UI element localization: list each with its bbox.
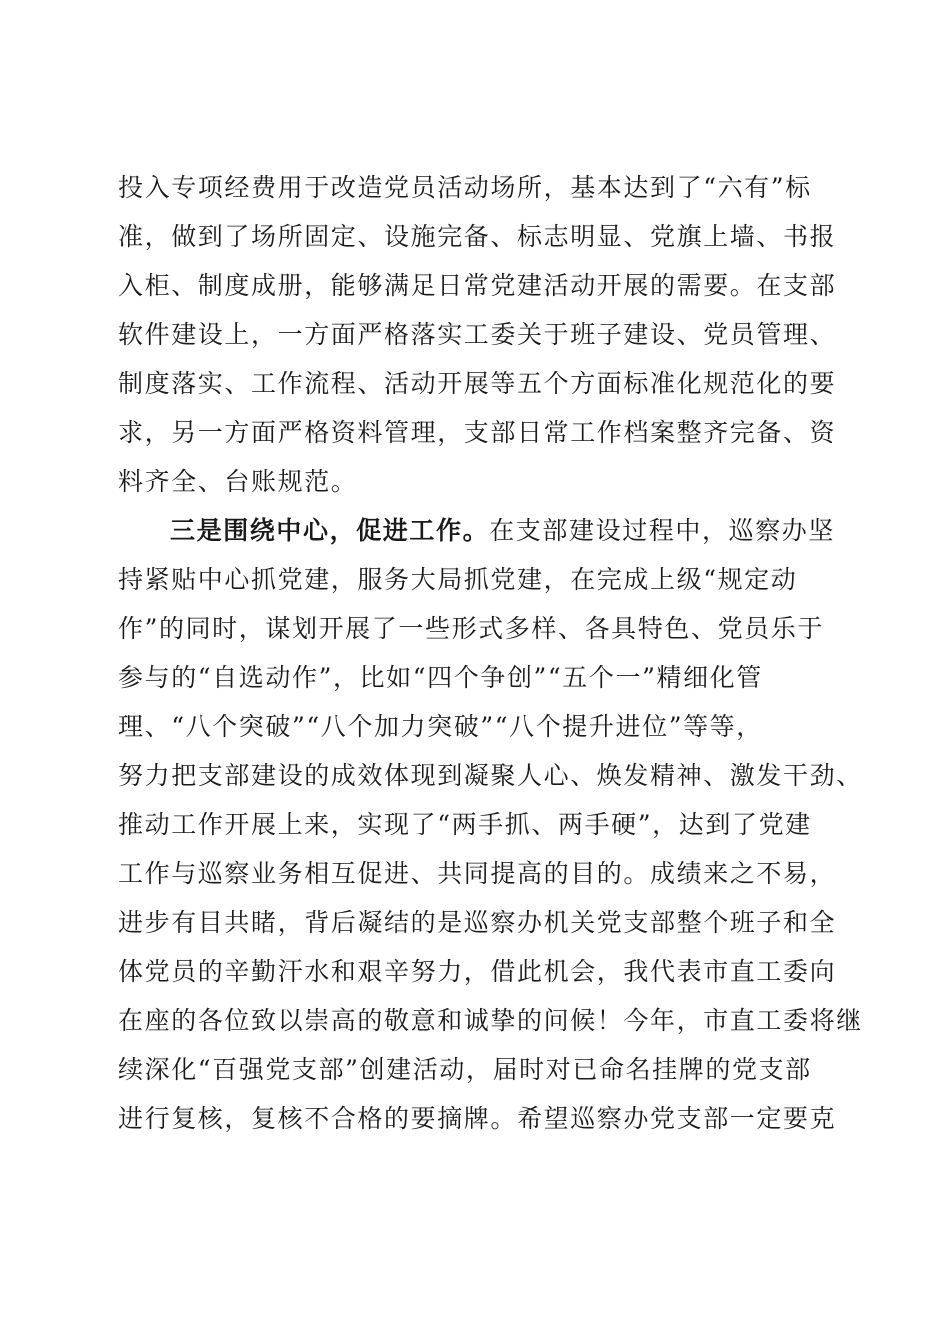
text-line: 体党员的辛勤汗水和艰辛努力，借此机会，我代表市直工委向 [118, 957, 837, 986]
text-line: 软件建设上，一方面严格落实工委关于班子建设、党员管理、 [118, 320, 837, 349]
text-line: 制度落实、工作流程、活动开展等五个方面标准化规范化的要 [118, 369, 837, 398]
text-line: 在座的各位致以崇高的敬意和诚挚的问候！今年，市直工委将继 [118, 1006, 863, 1035]
text-line: 进行复核，复核不合格的要摘牌。希望巡察办党支部一定要克 [118, 1104, 837, 1133]
text-line: 作”的同时，谋划开展了一些形式多样、各具特色、党员乐于 [118, 614, 824, 643]
text-line: 投入专项经费用于改造党员活动场所，基本达到了“六有”标 [118, 173, 812, 202]
text-line: 参与的“自选动作”，比如“四个争创”“五个一”精细化管 [118, 663, 763, 692]
text-line: 进步有目共睹，背后凝结的是巡察办机关党支部整个班子和全 [118, 908, 837, 937]
text-line: 准，做到了场所固定、设施完备、标志明显、党旗上墙、书报 [118, 222, 837, 251]
text-line: 理、“八个突破”“八个加力突破”“八个提升进位”等等， [118, 712, 763, 741]
text-line: 推动工作开展上来，实现了“两手抓、两手硬”，达到了党建 [118, 810, 812, 839]
paragraph-continued [118, 163, 858, 506]
paragraph-lead-heading: 三是围绕中心，促进工作。 [170, 516, 490, 545]
document-body [118, 163, 863, 1143]
paragraph-first-line [118, 506, 858, 555]
paragraph-three [118, 506, 863, 1143]
paragraph-first-line-text: 在支部建设过程中，巡察办坚 [489, 516, 836, 545]
text-line: 工作与巡察业务相互促进、共同提高的目的。成绩来之不易， [118, 859, 837, 888]
text-line: 料齐全、台账规范。 [118, 467, 358, 496]
text-line: 入柜、制度成册，能够满足日常党建活动开展的需要。在支部 [118, 271, 837, 300]
text-line: 持紧贴中心抓党建，服务大局抓党建，在完成上级“规定动 [118, 565, 798, 594]
text-line: 求，另一方面严格资料管理，支部日常工作档案整齐完备、资 [118, 418, 837, 447]
text-line: 续深化“百强党支部”创建活动，届时对已命名挂牌的党支部 [118, 1055, 812, 1084]
text-line: 努力把支部建设的成效体现到凝聚人心、焕发精神、激发干劲、 [118, 761, 863, 790]
